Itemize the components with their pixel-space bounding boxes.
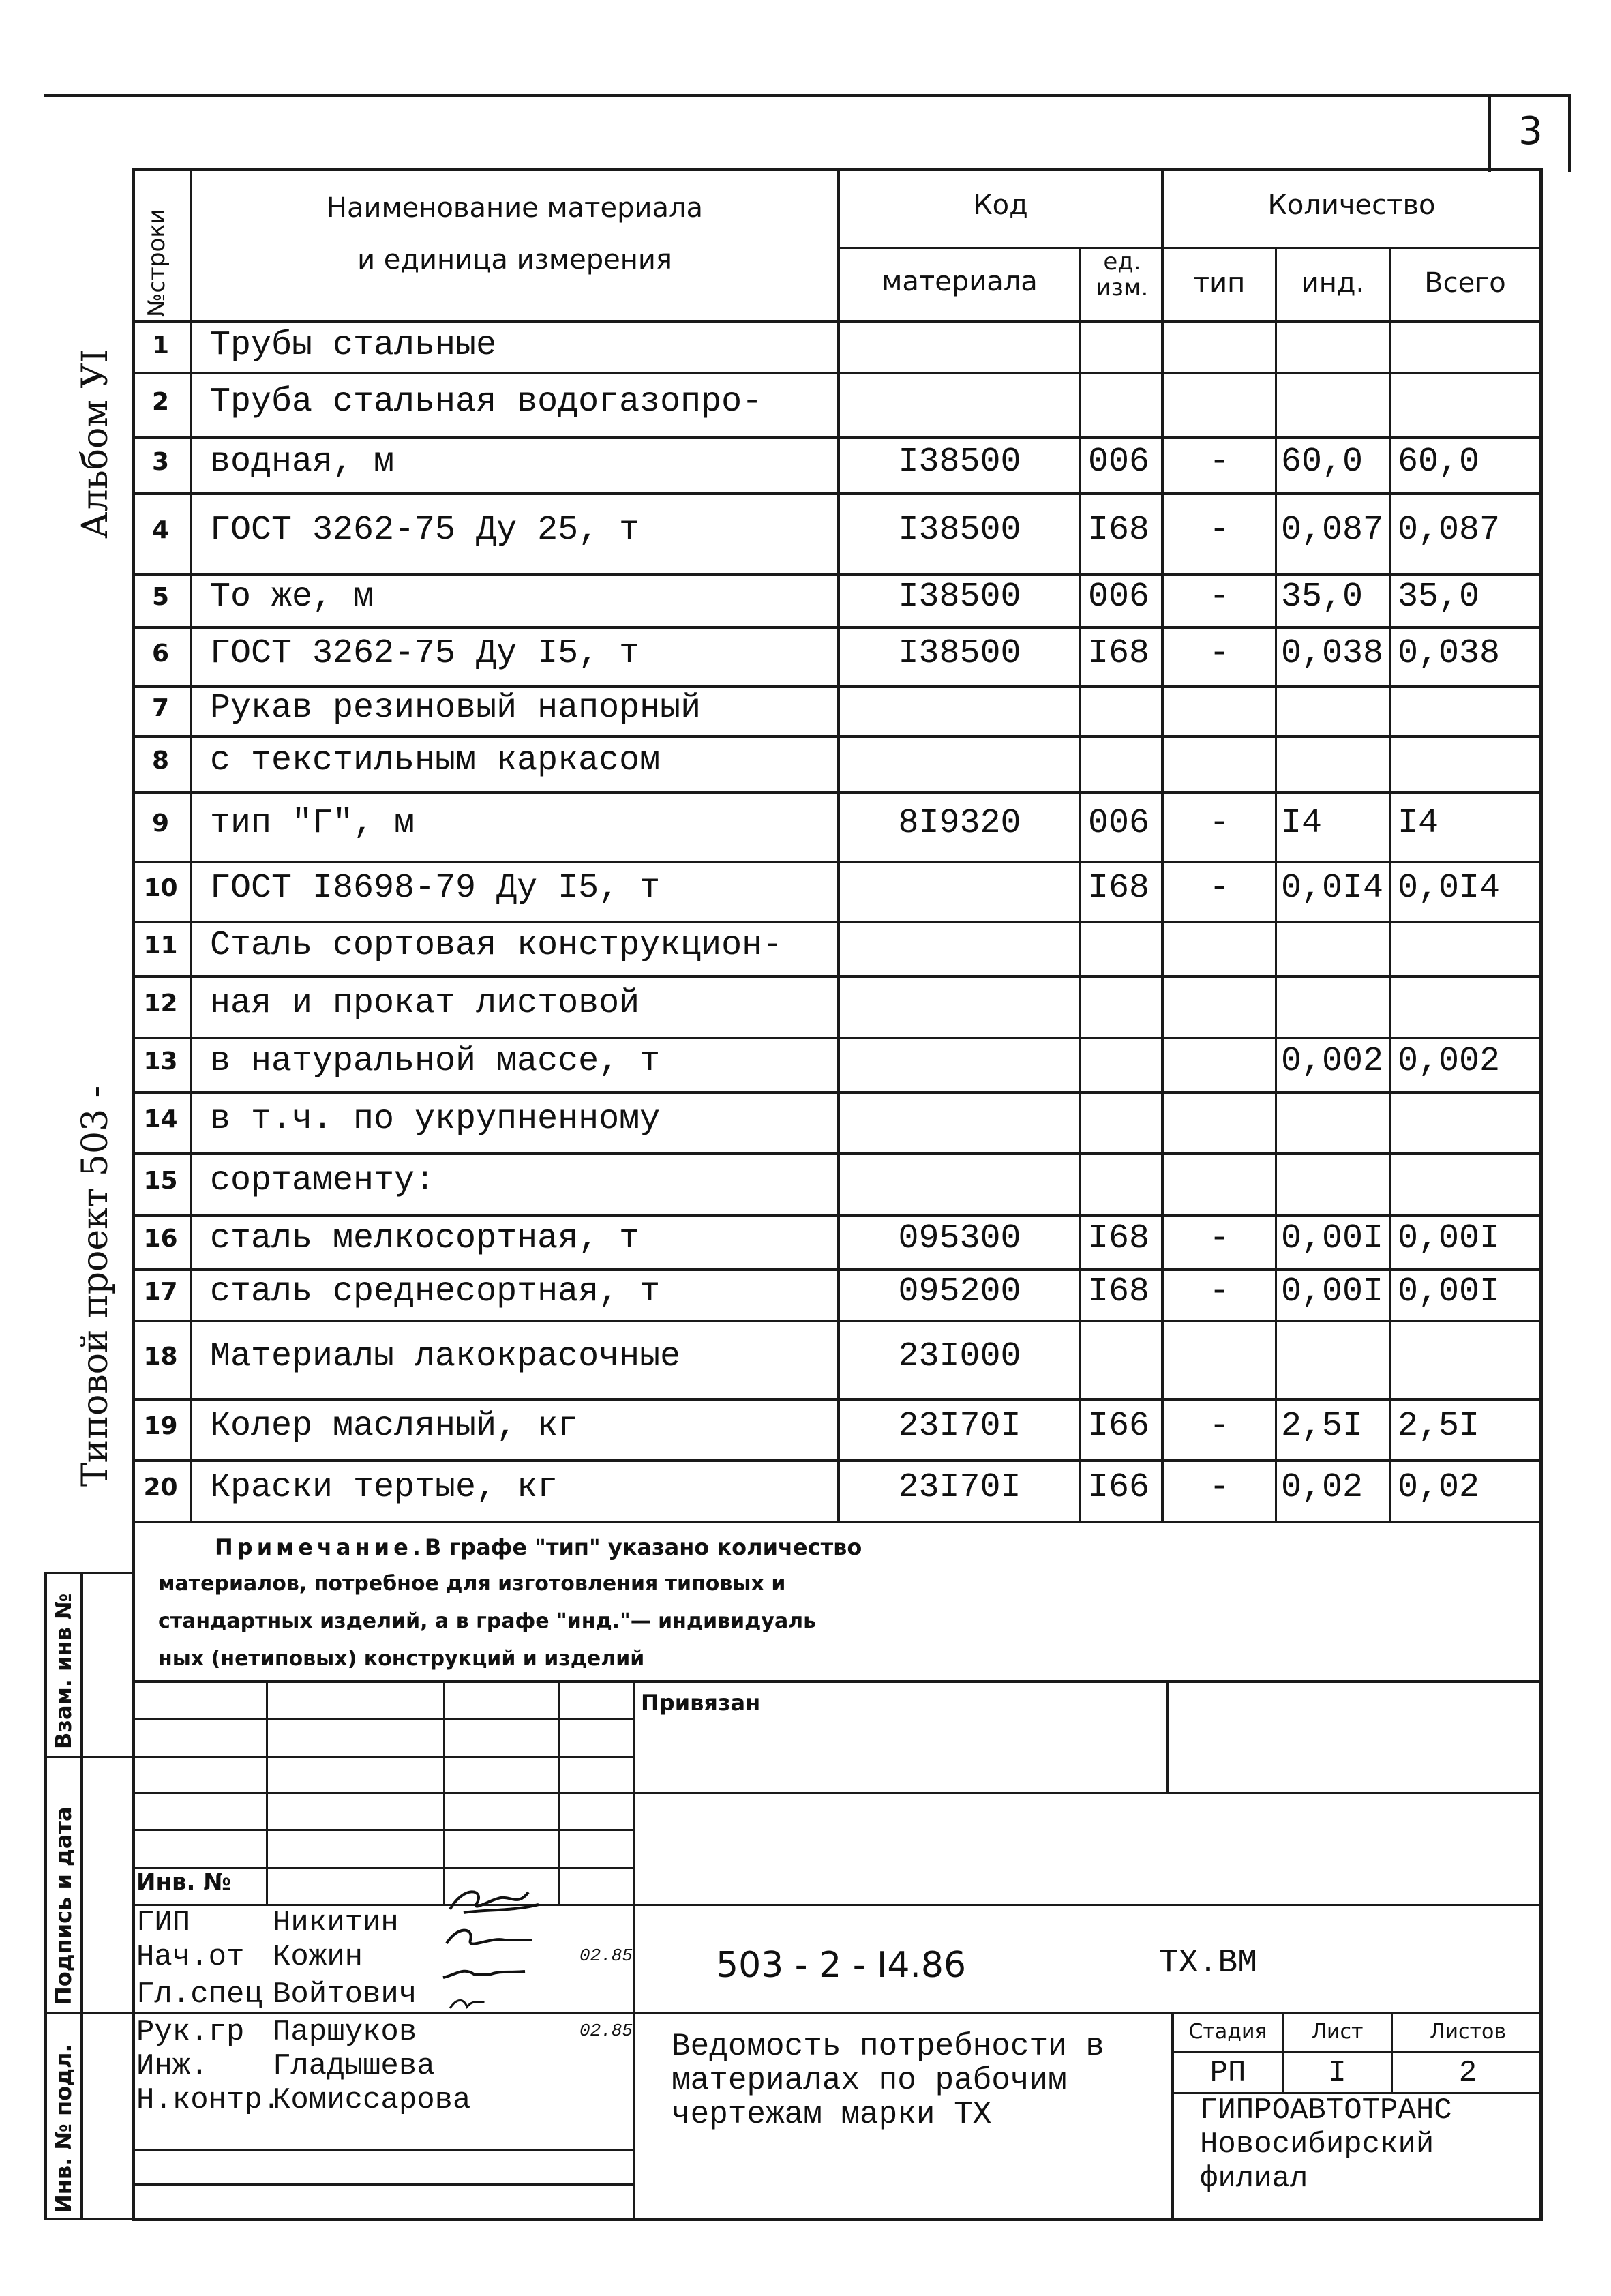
tb-h7 <box>132 2012 1543 2014</box>
signer-date: 02.85 <box>579 2021 633 2041</box>
row-number: 16 <box>143 1225 178 1253</box>
sheets-value: 2 <box>1458 2056 1477 2090</box>
row-ind: 0,02 <box>1281 1468 1364 1507</box>
col-line-4 <box>1161 168 1164 1521</box>
row-divider <box>132 1320 1543 1322</box>
row-number: 17 <box>143 1277 178 1306</box>
document-code: 503 - 2 - I4.86 <box>716 1945 967 1986</box>
header-code: Код <box>973 190 1028 221</box>
stage-value: РП <box>1209 2056 1246 2090</box>
col-line-1 <box>190 168 192 1521</box>
row-divider <box>132 492 1543 495</box>
row-unit: 006 <box>1088 443 1150 481</box>
strip-left-line <box>44 1572 47 2220</box>
signer-name: Комиссарова <box>273 2083 471 2117</box>
row-material-name: сталь среднесортная, т <box>210 1272 661 1311</box>
signer-name: Никитин <box>273 1906 399 1940</box>
header-qty-ind: инд. <box>1301 267 1365 299</box>
signer-name: Паршуков <box>273 2015 417 2049</box>
header-name-line2: и единица измерения <box>357 244 672 275</box>
frame-right-line <box>1539 168 1543 2220</box>
header-row-number: №строки <box>143 209 170 317</box>
row-ind: I4 <box>1281 804 1323 843</box>
row-material-name: ГОСТ I8698-79 Ду I5, т <box>210 869 661 908</box>
inv-no-label: Инв. № <box>136 1868 232 1896</box>
header-quantity: Количество <box>1267 190 1436 221</box>
header-code-unit: ед. изм. <box>1096 248 1149 301</box>
row-divider <box>132 626 1543 629</box>
row-unit: 006 <box>1088 804 1150 843</box>
org-line1: ГИПРОАВТОТРАНС <box>1200 2093 1452 2128</box>
row-code: I38500 <box>898 511 1021 550</box>
signer-role: Н.контр. <box>136 2083 281 2117</box>
privyazan-label: Привязан <box>641 1690 761 1716</box>
row-divider <box>132 372 1543 374</box>
tb-h8 <box>132 2149 634 2151</box>
row-divider <box>132 861 1543 863</box>
row-number: 19 <box>143 1412 178 1440</box>
row-type: - <box>1209 578 1230 616</box>
document-mark: ТХ.ВМ <box>1159 1945 1258 1982</box>
row-divider <box>132 573 1543 576</box>
tb-h2 <box>132 1756 634 1758</box>
row-total: 0,02 <box>1398 1468 1480 1507</box>
row-unit: 006 <box>1088 578 1150 616</box>
row-total: 0,087 <box>1398 511 1501 550</box>
row-total: I4 <box>1398 804 1439 843</box>
row-material-name: сортаменту: <box>210 1161 436 1200</box>
stamp-h1 <box>1171 2051 1543 2053</box>
note-line-4: ных (нетиповых) конструкций и изделий <box>158 1647 645 1671</box>
row-total: 0,00I <box>1398 1272 1501 1311</box>
sheet-number: 3 <box>1518 109 1543 153</box>
signatures-svg <box>436 1872 641 2015</box>
row-material-name: Краски тертые, кг <box>210 1468 558 1507</box>
tb-h9 <box>132 2183 634 2186</box>
header-qty-total: Всего <box>1424 267 1506 299</box>
signature-1 <box>450 1892 539 1913</box>
org-line2: Новосибирский <box>1200 2128 1434 2162</box>
row-divider <box>132 1152 1543 1155</box>
strip-h1 <box>44 1756 133 1758</box>
row-code: I38500 <box>898 578 1021 616</box>
row-divider <box>132 685 1543 688</box>
doc-title-line2: материалах по рабочим <box>672 2063 1067 2098</box>
org-line3: филиал <box>1200 2162 1308 2196</box>
signer-name: Кожин <box>273 1940 363 1974</box>
project-label: Типовой проект 503 - <box>75 1085 116 1487</box>
row-material-name: Сталь сортовая конструкцион- <box>210 926 783 965</box>
row-material-name: Трубы стальные <box>210 325 497 365</box>
row-ind: 2,5I <box>1281 1407 1364 1446</box>
note-heading: Примечание. <box>215 1534 425 1560</box>
row-material-name: Рукав резиновый напорный <box>210 688 702 728</box>
album-label: Альбом УI <box>75 348 116 539</box>
row-code: 095200 <box>898 1272 1021 1311</box>
note-line-2: материалов, потребное для изготовления типовых и <box>158 1572 786 1596</box>
sheet-label: Лист <box>1311 2020 1364 2044</box>
tb-top-line <box>132 1680 1543 1683</box>
row-number: 4 <box>151 516 170 544</box>
row-ind: 0,038 <box>1281 633 1384 673</box>
row-unit: I68 <box>1088 633 1150 673</box>
sheet-number-box-right <box>1568 94 1571 172</box>
row-total: 60,0 <box>1398 443 1480 481</box>
tb-h3 <box>132 1792 1543 1794</box>
signer-role: Инж. <box>136 2049 209 2083</box>
strip-top-line <box>44 1572 133 1574</box>
row-number: 8 <box>151 747 170 775</box>
doc-title-line1: Ведомость потребности в <box>672 2029 1104 2064</box>
tb-h1 <box>132 1718 634 1720</box>
row-type: - <box>1209 443 1230 481</box>
row-number: 20 <box>143 1474 178 1502</box>
row-material-name: Колер масляный, кг <box>210 1407 579 1446</box>
row-number: 3 <box>151 448 170 476</box>
sheets-label: Листов <box>1429 2020 1507 2044</box>
row-unit: I68 <box>1088 511 1150 550</box>
col-line-2 <box>837 168 840 1521</box>
row-number: 9 <box>151 809 170 837</box>
row-unit: I66 <box>1088 1468 1150 1507</box>
row-total: 0,0I4 <box>1398 869 1501 908</box>
row-number: 12 <box>143 989 178 1017</box>
row-type: - <box>1209 1468 1230 1507</box>
row-unit: I68 <box>1088 1272 1150 1311</box>
row-divider <box>132 975 1543 978</box>
row-divider <box>132 1268 1543 1271</box>
row-code: 095300 <box>898 1219 1021 1258</box>
row-unit: I66 <box>1088 1407 1150 1446</box>
row-material-name: ная и прокат листовой <box>210 984 640 1023</box>
row-divider <box>132 1214 1543 1217</box>
row-number: 13 <box>143 1047 178 1075</box>
row-divider <box>132 1037 1543 1039</box>
row-number: 5 <box>151 583 170 611</box>
row-material-name: тип "Г", м <box>210 804 415 843</box>
row-type: - <box>1209 804 1230 843</box>
row-ind: 0,002 <box>1281 1042 1384 1081</box>
header-qty-type: тип <box>1193 267 1246 299</box>
row-total: 0,00I <box>1398 1219 1501 1258</box>
strip-h2 <box>44 2012 133 2014</box>
signature-2 <box>447 1930 532 1944</box>
inv-podl-label: Инв. № подл. <box>50 2044 76 2213</box>
row-ind: 60,0 <box>1281 443 1364 481</box>
signer-role: Нач.от <box>136 1940 245 1974</box>
header-sub-line <box>837 247 1543 249</box>
top-border-line <box>44 94 1570 97</box>
row-total: 35,0 <box>1398 578 1480 616</box>
row-ind: 0,00I <box>1281 1272 1384 1311</box>
signer-name: Войтович <box>273 1978 417 2012</box>
row-unit: I68 <box>1088 1219 1150 1258</box>
row-material-name: в т.ч. по укрупненному <box>210 1100 661 1139</box>
row-total: 0,002 <box>1398 1042 1501 1081</box>
row-material-name: Труба стальная водогазопро- <box>210 382 763 421</box>
row-number: 18 <box>143 1342 178 1371</box>
signature-3 <box>443 1971 525 1978</box>
note-line-1-text: В графе "тип" указано количество <box>424 1534 862 1560</box>
row-material-name: сталь мелкосортная, т <box>210 1219 640 1258</box>
row-material-name: водная, м <box>210 443 395 481</box>
row-number: 6 <box>151 639 170 668</box>
strip-inner-line <box>80 1572 83 2220</box>
strip-bottom-line <box>44 2218 133 2220</box>
row-divider <box>132 1091 1543 1094</box>
note-line-1 <box>215 1534 862 1560</box>
vzam-label: Взам. инв № <box>50 1593 76 1749</box>
signer-role: Рук.гр <box>136 2015 245 2049</box>
signature-4 <box>450 2000 484 2008</box>
row-code: 23I70I <box>898 1407 1021 1446</box>
row-code: 23I70I <box>898 1468 1021 1507</box>
frame-bottom-line <box>132 2218 1543 2221</box>
row-divider <box>132 1398 1543 1401</box>
row-material-name: То же, м <box>210 578 374 616</box>
signer-role: ГИП <box>136 1906 191 1940</box>
row-code: I38500 <box>898 633 1021 673</box>
row-material-name: с текстильным каркасом <box>210 741 661 780</box>
row-divider <box>132 436 1543 439</box>
row-divider <box>132 791 1543 794</box>
row-type: - <box>1209 511 1230 550</box>
stage-label: Стадия <box>1188 2020 1267 2044</box>
tb-h4 <box>132 1829 634 1831</box>
row-divider <box>132 735 1543 738</box>
row-number: 15 <box>143 1167 178 1195</box>
row-number: 1 <box>151 331 170 359</box>
signer-name: Гладышева <box>273 2049 435 2083</box>
row-type: - <box>1209 1219 1230 1258</box>
row-ind: 0,0I4 <box>1281 869 1384 908</box>
podpis-label: Подпись и дата <box>50 1806 76 2005</box>
row-divider <box>132 1459 1543 1462</box>
header-name: Наименование материала <box>326 192 704 224</box>
tb-v5 <box>1166 1680 1169 1793</box>
row-type: - <box>1209 1272 1230 1311</box>
row-ind: 35,0 <box>1281 578 1364 616</box>
row-ind: 0,00I <box>1281 1219 1384 1258</box>
row-total: 0,038 <box>1398 633 1501 673</box>
row-number: 7 <box>151 694 170 722</box>
row-material-name: ГОСТ 3262-75 Ду 25, т <box>210 511 640 550</box>
note-line-3: стандартных изделий, а в графе "инд."— индивидуаль <box>158 1609 817 1633</box>
row-code: 23I000 <box>898 1337 1021 1376</box>
row-material-name: ГОСТ 3262-75 Ду I5, т <box>210 633 640 673</box>
row-material-name: в натуральной массе, т <box>210 1042 661 1081</box>
row-total: 2,5I <box>1398 1407 1480 1446</box>
row-divider <box>132 921 1543 923</box>
row-type: - <box>1209 1407 1230 1446</box>
row-ind: 0,087 <box>1281 511 1384 550</box>
doc-title-line3: чертежам марки ТХ <box>672 2097 992 2132</box>
header-code-material: материала <box>882 266 1038 297</box>
row-unit: I68 <box>1088 869 1150 908</box>
signer-role: Гл.спец <box>136 1978 262 2012</box>
row-material-name: Материалы лакокрасочные <box>210 1337 681 1376</box>
row-type: - <box>1209 633 1230 673</box>
row-number: 10 <box>143 874 178 902</box>
row-number: 14 <box>143 1105 178 1133</box>
row-number: 11 <box>143 931 178 959</box>
row-type: - <box>1209 869 1230 908</box>
signer-date: 02.85 <box>579 1945 633 1966</box>
row-code: I38500 <box>898 443 1021 481</box>
row-divider <box>132 1521 1543 1523</box>
row-number: 2 <box>151 387 170 416</box>
sheet-value: I <box>1328 2056 1346 2090</box>
sheet-number-box-left <box>1488 97 1491 172</box>
row-code: 8I9320 <box>898 804 1021 843</box>
